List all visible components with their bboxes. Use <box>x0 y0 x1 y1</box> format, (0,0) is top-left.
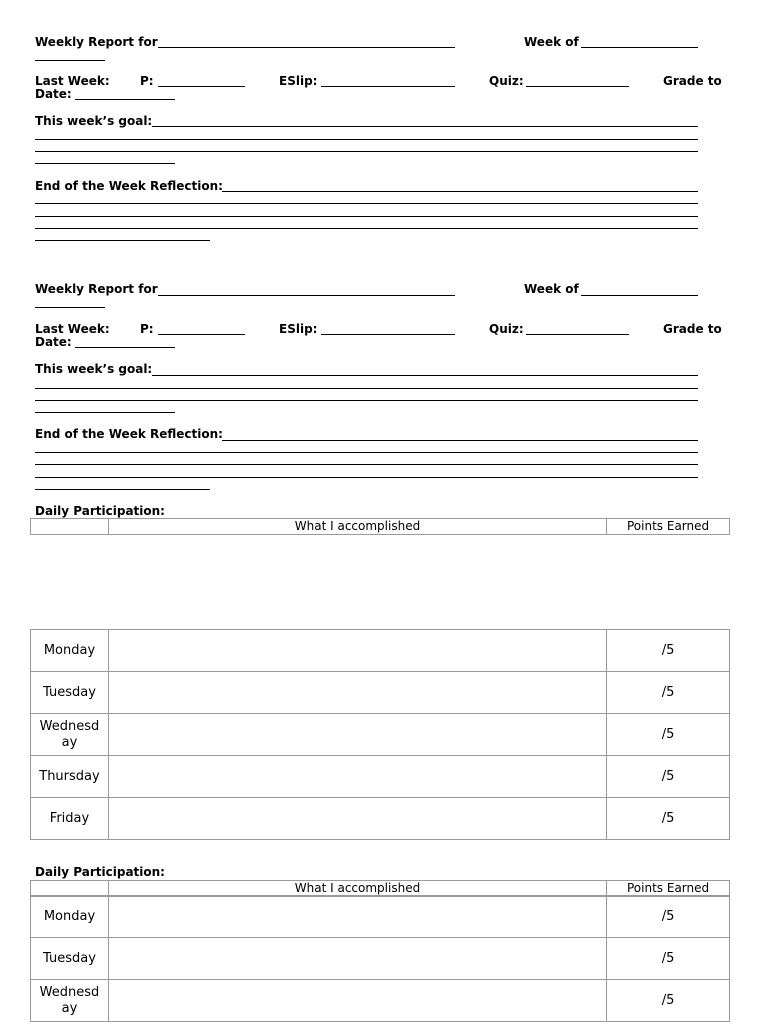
week-of-field[interactable] <box>581 47 698 48</box>
reflection-line[interactable] <box>35 228 698 229</box>
grade-to-label: Grade to <box>663 322 722 336</box>
goal-line[interactable] <box>35 163 175 164</box>
reflection-line[interactable] <box>35 203 698 204</box>
goal-line[interactable] <box>35 412 175 413</box>
reflection-line[interactable] <box>222 440 698 441</box>
reflection-line[interactable] <box>35 216 698 217</box>
p-label: P: <box>140 322 154 336</box>
student-name-field[interactable] <box>158 47 455 48</box>
p-field[interactable] <box>158 86 245 87</box>
goal-line[interactable] <box>152 375 698 376</box>
eslip-field[interactable] <box>321 334 455 335</box>
reflection-line[interactable] <box>35 240 210 241</box>
eslip-field[interactable] <box>321 86 455 87</box>
quiz-label: Quiz: <box>489 74 524 88</box>
accomplished-cell[interactable] <box>108 672 606 714</box>
accomplished-cell[interactable] <box>108 938 606 980</box>
reflection-label: End of the Week Reflection: <box>35 179 223 193</box>
table-row <box>31 938 730 980</box>
points-cell[interactable]: /5 <box>607 896 730 938</box>
quiz-field[interactable] <box>526 86 629 87</box>
goal-line[interactable] <box>152 126 698 127</box>
points-cell[interactable]: /5 <box>607 980 730 1022</box>
table-header-row <box>31 519 730 535</box>
reflection-line[interactable] <box>35 477 698 478</box>
points-cell[interactable]: /5 <box>607 672 730 714</box>
participation-days-table <box>30 629 730 840</box>
quiz-field[interactable] <box>526 334 629 335</box>
day-header-cell <box>31 519 109 535</box>
goal-line[interactable] <box>35 388 698 389</box>
accomplished-cell[interactable] <box>108 980 606 1022</box>
table-row <box>31 714 730 756</box>
accomplished-header: What I accomplished <box>108 881 606 897</box>
goal-line[interactable] <box>35 151 698 152</box>
grade-to-label: Grade to <box>663 74 722 88</box>
participation-header-table <box>30 518 730 535</box>
goal-line[interactable] <box>35 400 698 401</box>
last-week-label: Last Week: <box>35 322 110 336</box>
reflection-line[interactable] <box>35 464 698 465</box>
accomplished-cell[interactable] <box>108 714 606 756</box>
reflection-label: End of the Week Reflection: <box>35 427 223 441</box>
points-cell[interactable]: /5 <box>607 756 730 798</box>
week-of-field[interactable] <box>581 295 698 296</box>
daily-participation-title: Daily Participation: <box>35 865 165 879</box>
name-continuation-field[interactable] <box>35 307 105 308</box>
weekly-report-for-label: Weekly Report for <box>35 282 158 296</box>
table-row <box>31 896 730 938</box>
reflection-line[interactable] <box>35 452 698 453</box>
daily-participation-title: Daily Participation: <box>35 504 165 518</box>
points-header: Points Earned <box>607 881 730 897</box>
date-label: Date: <box>35 335 72 349</box>
day-cell: Monday <box>31 896 109 938</box>
goal-label: This week’s goal: <box>35 362 153 376</box>
table-row <box>31 756 730 798</box>
reflection-line[interactable] <box>222 191 698 192</box>
quiz-label: Quiz: <box>489 322 524 336</box>
student-name-field[interactable] <box>158 295 455 296</box>
p-label: P: <box>140 74 154 88</box>
week-of-label: Week of <box>524 282 579 296</box>
accomplished-cell[interactable] <box>108 756 606 798</box>
points-header: Points Earned <box>607 519 730 535</box>
day-cell: Tuesday <box>31 938 109 980</box>
name-continuation-field[interactable] <box>35 60 105 61</box>
table-row <box>31 980 730 1022</box>
accomplished-cell[interactable] <box>108 630 606 672</box>
accomplished-cell[interactable] <box>108 798 606 840</box>
eslip-label: ESlip: <box>279 74 318 88</box>
table-row <box>31 672 730 714</box>
day-cell: Monday <box>31 630 109 672</box>
eslip-label: ESlip: <box>279 322 318 336</box>
day-cell: Thursday <box>31 756 109 798</box>
points-cell[interactable]: /5 <box>607 938 730 980</box>
day-cell: Wednesd ay <box>31 980 109 1022</box>
participation-days-table <box>30 895 730 1022</box>
goal-line[interactable] <box>35 139 698 140</box>
table-row <box>31 798 730 840</box>
goal-label: This week’s goal: <box>35 114 153 128</box>
weekly-report-for-label: Weekly Report for <box>35 35 158 49</box>
points-cell[interactable]: /5 <box>607 798 730 840</box>
day-cell: Tuesday <box>31 672 109 714</box>
points-cell[interactable]: /5 <box>607 714 730 756</box>
week-of-label: Week of <box>524 35 579 49</box>
grade-to-date-field[interactable] <box>75 99 175 100</box>
grade-to-date-field[interactable] <box>75 347 175 348</box>
reflection-line[interactable] <box>35 489 210 490</box>
points-cell[interactable]: /5 <box>607 630 730 672</box>
accomplished-cell[interactable] <box>108 896 606 938</box>
p-field[interactable] <box>158 334 245 335</box>
last-week-label: Last Week: <box>35 74 110 88</box>
day-cell: Friday <box>31 798 109 840</box>
day-cell: Wednesd ay <box>31 714 109 756</box>
accomplished-header: What I accomplished <box>108 519 606 535</box>
table-row <box>31 630 730 672</box>
date-label: Date: <box>35 87 72 101</box>
